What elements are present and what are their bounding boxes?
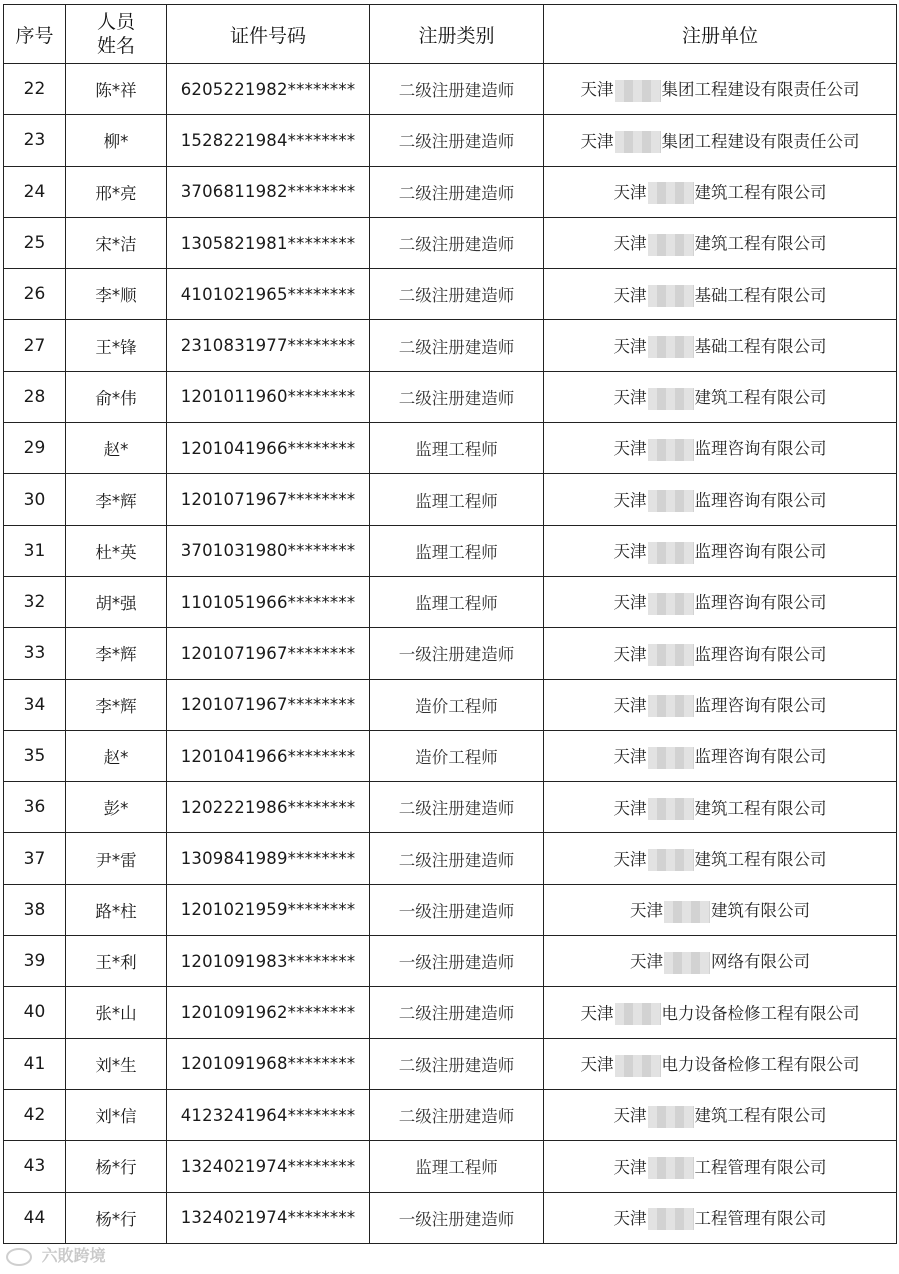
unit-prefix: 天津 bbox=[580, 1003, 614, 1023]
cell-seq: 30 bbox=[4, 474, 66, 525]
table-row bbox=[4, 987, 897, 1038]
redacted-mosaic bbox=[648, 234, 694, 256]
table-row bbox=[4, 64, 897, 115]
cell-type: 二级注册建造师 bbox=[370, 217, 544, 268]
redacted-mosaic bbox=[615, 1055, 661, 1077]
header-name-line1: 人员 bbox=[96, 11, 135, 33]
cell-seq: 24 bbox=[4, 166, 66, 217]
cell-seq: 28 bbox=[4, 371, 66, 422]
cell-unit bbox=[544, 1038, 897, 1089]
unit-prefix: 天津 bbox=[630, 901, 663, 921]
table-row bbox=[4, 1141, 897, 1192]
cell-name: 刘*信 bbox=[66, 1089, 167, 1140]
cell-unit bbox=[544, 936, 897, 987]
redacted-mosaic bbox=[648, 1208, 694, 1230]
table-row bbox=[4, 269, 897, 320]
cell-id: 1324021974******** bbox=[167, 1141, 370, 1192]
redacted-mosaic bbox=[648, 388, 694, 410]
cell-unit bbox=[544, 628, 897, 679]
cell-seq: 27 bbox=[4, 320, 66, 371]
cell-unit bbox=[544, 217, 897, 268]
cell-seq: 37 bbox=[4, 833, 66, 884]
unit-prefix: 天津 bbox=[613, 234, 647, 254]
redacted-mosaic bbox=[648, 849, 694, 871]
unit-prefix: 天津 bbox=[613, 747, 647, 767]
unit-suffix: 集团工程建设有限责任公司 bbox=[661, 131, 860, 151]
cell-id: 1201071967******** bbox=[167, 628, 370, 679]
unit-prefix: 天津 bbox=[613, 490, 647, 510]
cell-id: 1202221986******** bbox=[167, 782, 370, 833]
table-row bbox=[4, 576, 897, 627]
unit-suffix: 建筑工程有限公司 bbox=[694, 1106, 827, 1126]
cell-id: 4101021965******** bbox=[167, 269, 370, 320]
table-row bbox=[4, 320, 897, 371]
registration-table bbox=[3, 4, 897, 1244]
unit-suffix: 监理咨询有限公司 bbox=[694, 593, 827, 613]
unit-suffix: 监理咨询有限公司 bbox=[694, 439, 827, 459]
cell-type: 监理工程师 bbox=[370, 1141, 544, 1192]
unit-prefix: 天津 bbox=[613, 593, 647, 613]
cell-seq: 34 bbox=[4, 679, 66, 730]
unit-prefix: 天津 bbox=[613, 1208, 647, 1228]
unit-prefix: 天津 bbox=[613, 336, 647, 356]
unit-suffix: 监理咨询有限公司 bbox=[694, 644, 827, 664]
unit-suffix: 监理咨询有限公司 bbox=[694, 747, 827, 767]
cell-seq: 25 bbox=[4, 217, 66, 268]
watermark-text: 六敗跨境 bbox=[41, 1246, 106, 1265]
unit-prefix: 天津 bbox=[613, 1106, 647, 1126]
cell-name: 俞*伟 bbox=[66, 371, 167, 422]
header-unit: 注册单位 bbox=[544, 5, 897, 64]
unit-prefix: 天津 bbox=[580, 80, 614, 100]
redacted-mosaic bbox=[664, 952, 710, 974]
table-row bbox=[4, 217, 897, 268]
cell-id: 1201041966******** bbox=[167, 423, 370, 474]
header-type: 注册类别 bbox=[370, 5, 544, 64]
cell-seq: 43 bbox=[4, 1141, 66, 1192]
table-row bbox=[4, 525, 897, 576]
table-row bbox=[4, 679, 897, 730]
cell-name: 路*柱 bbox=[66, 884, 167, 935]
cell-id: 2310831977******** bbox=[167, 320, 370, 371]
unit-suffix: 电力设备检修工程有限公司 bbox=[661, 1055, 860, 1075]
unit-suffix: 基础工程有限公司 bbox=[694, 336, 827, 356]
cell-unit bbox=[544, 371, 897, 422]
unit-prefix: 天津 bbox=[580, 131, 614, 151]
cell-type: 二级注册建造师 bbox=[370, 269, 544, 320]
cell-type: 一级注册建造师 bbox=[370, 884, 544, 935]
cell-type: 监理工程师 bbox=[370, 576, 544, 627]
header-row bbox=[4, 5, 897, 64]
unit-prefix: 天津 bbox=[613, 388, 647, 408]
cell-type: 二级注册建造师 bbox=[370, 987, 544, 1038]
cell-id: 3701031980******** bbox=[167, 525, 370, 576]
redacted-mosaic bbox=[648, 1106, 694, 1128]
cell-unit bbox=[544, 1089, 897, 1140]
table-row bbox=[4, 782, 897, 833]
unit-prefix: 天津 bbox=[613, 695, 647, 715]
cell-type: 二级注册建造师 bbox=[370, 1089, 544, 1140]
unit-prefix: 天津 bbox=[613, 798, 647, 818]
redacted-mosaic bbox=[615, 131, 661, 153]
cell-unit bbox=[544, 576, 897, 627]
table-row bbox=[4, 628, 897, 679]
unit-suffix: 监理咨询有限公司 bbox=[694, 490, 827, 510]
cell-name: 李*辉 bbox=[66, 628, 167, 679]
header-name-line2: 姓名 bbox=[96, 35, 135, 57]
cell-unit bbox=[544, 423, 897, 474]
cell-name: 李*顺 bbox=[66, 269, 167, 320]
cell-id: 1528221984******** bbox=[167, 115, 370, 166]
redacted-mosaic bbox=[648, 593, 694, 615]
cell-name: 陈*祥 bbox=[66, 64, 167, 115]
header-name bbox=[66, 5, 167, 64]
redacted-mosaic bbox=[648, 747, 694, 769]
cell-name: 尹*雷 bbox=[66, 833, 167, 884]
cell-id: 1309841989******** bbox=[167, 833, 370, 884]
watermark-logo-icon bbox=[6, 1248, 32, 1266]
cell-name: 邢*亮 bbox=[66, 166, 167, 217]
unit-suffix: 基础工程有限公司 bbox=[694, 285, 827, 305]
cell-seq: 41 bbox=[4, 1038, 66, 1089]
cell-type: 一级注册建造师 bbox=[370, 1192, 544, 1243]
cell-seq: 36 bbox=[4, 782, 66, 833]
cell-seq: 22 bbox=[4, 64, 66, 115]
cell-unit bbox=[544, 987, 897, 1038]
table-body bbox=[4, 64, 897, 1244]
cell-seq: 40 bbox=[4, 987, 66, 1038]
cell-id: 1201011960******** bbox=[167, 371, 370, 422]
cell-type: 一级注册建造师 bbox=[370, 628, 544, 679]
cell-type: 造价工程师 bbox=[370, 730, 544, 781]
unit-prefix: 天津 bbox=[613, 542, 647, 562]
table-row bbox=[4, 423, 897, 474]
redacted-mosaic bbox=[648, 1157, 694, 1179]
cell-id: 1305821981******** bbox=[167, 217, 370, 268]
cell-type: 监理工程师 bbox=[370, 525, 544, 576]
cell-id: 1201071967******** bbox=[167, 474, 370, 525]
redacted-mosaic bbox=[648, 336, 694, 358]
cell-seq: 33 bbox=[4, 628, 66, 679]
redacted-mosaic bbox=[648, 695, 694, 717]
cell-type: 监理工程师 bbox=[370, 423, 544, 474]
unit-prefix: 天津 bbox=[630, 952, 663, 972]
cell-unit bbox=[544, 166, 897, 217]
cell-id: 1101051966******** bbox=[167, 576, 370, 627]
cell-name: 王*锋 bbox=[66, 320, 167, 371]
cell-id: 1201091983******** bbox=[167, 936, 370, 987]
cell-unit bbox=[544, 474, 897, 525]
header-seq: 序号 bbox=[4, 5, 66, 64]
cell-unit bbox=[544, 320, 897, 371]
cell-seq: 44 bbox=[4, 1192, 66, 1243]
cell-name: 李*辉 bbox=[66, 474, 167, 525]
table-row bbox=[4, 1192, 897, 1243]
unit-suffix: 建筑工程有限公司 bbox=[694, 388, 827, 408]
cell-name: 杜*英 bbox=[66, 525, 167, 576]
cell-seq: 42 bbox=[4, 1089, 66, 1140]
unit-suffix: 建筑工程有限公司 bbox=[694, 234, 827, 254]
unit-suffix: 监理咨询有限公司 bbox=[694, 695, 827, 715]
unit-suffix: 建筑工程有限公司 bbox=[694, 849, 827, 869]
unit-suffix: 工程管理有限公司 bbox=[694, 1157, 827, 1177]
cell-type: 二级注册建造师 bbox=[370, 64, 544, 115]
cell-name: 杨*行 bbox=[66, 1192, 167, 1243]
cell-unit bbox=[544, 1192, 897, 1243]
cell-seq: 23 bbox=[4, 115, 66, 166]
cell-name: 李*辉 bbox=[66, 679, 167, 730]
cell-type: 二级注册建造师 bbox=[370, 1038, 544, 1089]
cell-seq: 39 bbox=[4, 936, 66, 987]
table-row bbox=[4, 833, 897, 884]
unit-prefix: 天津 bbox=[613, 849, 647, 869]
table-row bbox=[4, 166, 897, 217]
cell-type: 监理工程师 bbox=[370, 474, 544, 525]
table-row bbox=[4, 371, 897, 422]
cell-name: 宋*洁 bbox=[66, 217, 167, 268]
cell-type: 二级注册建造师 bbox=[370, 833, 544, 884]
redacted-mosaic bbox=[615, 1003, 661, 1025]
table-row bbox=[4, 115, 897, 166]
unit-suffix: 集团工程建设有限责任公司 bbox=[661, 80, 860, 100]
cell-name: 杨*行 bbox=[66, 1141, 167, 1192]
table-row bbox=[4, 730, 897, 781]
cell-name: 刘*生 bbox=[66, 1038, 167, 1089]
cell-type: 二级注册建造师 bbox=[370, 371, 544, 422]
cell-unit bbox=[544, 833, 897, 884]
unit-prefix: 天津 bbox=[580, 1055, 614, 1075]
cell-name: 张*山 bbox=[66, 987, 167, 1038]
cell-unit bbox=[544, 884, 897, 935]
cell-name: 柳* bbox=[66, 115, 167, 166]
cell-id: 3706811982******** bbox=[167, 166, 370, 217]
unit-suffix: 网络有限公司 bbox=[711, 952, 810, 972]
header-id: 证件号码 bbox=[167, 5, 370, 64]
redacted-mosaic bbox=[664, 901, 710, 923]
table-row bbox=[4, 474, 897, 525]
cell-name: 王*利 bbox=[66, 936, 167, 987]
cell-name: 彭* bbox=[66, 782, 167, 833]
cell-unit bbox=[544, 115, 897, 166]
cell-unit bbox=[544, 269, 897, 320]
unit-prefix: 天津 bbox=[613, 1157, 647, 1177]
unit-suffix: 建筑有限公司 bbox=[711, 901, 810, 921]
unit-suffix: 监理咨询有限公司 bbox=[694, 542, 827, 562]
cell-seq: 32 bbox=[4, 576, 66, 627]
table-row bbox=[4, 936, 897, 987]
redacted-mosaic bbox=[648, 182, 694, 204]
unit-prefix: 天津 bbox=[613, 439, 647, 459]
redacted-mosaic bbox=[648, 798, 694, 820]
cell-unit bbox=[544, 679, 897, 730]
unit-suffix: 建筑工程有限公司 bbox=[694, 182, 827, 202]
cell-unit bbox=[544, 64, 897, 115]
cell-id: 1201091968******** bbox=[167, 1038, 370, 1089]
cell-type: 一级注册建造师 bbox=[370, 936, 544, 987]
cell-unit bbox=[544, 525, 897, 576]
cell-id: 4123241964******** bbox=[167, 1089, 370, 1140]
cell-unit bbox=[544, 782, 897, 833]
unit-prefix: 天津 bbox=[613, 182, 647, 202]
cell-type: 造价工程师 bbox=[370, 679, 544, 730]
unit-prefix: 天津 bbox=[613, 644, 647, 664]
cell-unit bbox=[544, 1141, 897, 1192]
redacted-mosaic bbox=[648, 490, 694, 512]
cell-type: 二级注册建造师 bbox=[370, 320, 544, 371]
cell-id: 1201091962******** bbox=[167, 987, 370, 1038]
table-row bbox=[4, 1038, 897, 1089]
redacted-mosaic bbox=[615, 80, 661, 102]
cell-seq: 35 bbox=[4, 730, 66, 781]
cell-name: 胡*强 bbox=[66, 576, 167, 627]
cell-name: 赵* bbox=[66, 730, 167, 781]
cell-id: 1324021974******** bbox=[167, 1192, 370, 1243]
unit-suffix: 电力设备检修工程有限公司 bbox=[661, 1003, 860, 1023]
cell-seq: 26 bbox=[4, 269, 66, 320]
table-row bbox=[4, 1089, 897, 1140]
redacted-mosaic bbox=[648, 439, 694, 461]
table-row bbox=[4, 884, 897, 935]
cell-seq: 38 bbox=[4, 884, 66, 935]
unit-prefix: 天津 bbox=[613, 285, 647, 305]
unit-suffix: 建筑工程有限公司 bbox=[694, 798, 827, 818]
cell-seq: 31 bbox=[4, 525, 66, 576]
redacted-mosaic bbox=[648, 644, 694, 666]
cell-name: 赵* bbox=[66, 423, 167, 474]
redacted-mosaic bbox=[648, 542, 694, 564]
cell-unit bbox=[544, 730, 897, 781]
cell-id: 1201071967******** bbox=[167, 679, 370, 730]
redacted-mosaic bbox=[648, 285, 694, 307]
cell-type: 二级注册建造师 bbox=[370, 166, 544, 217]
cell-type: 二级注册建造师 bbox=[370, 115, 544, 166]
cell-id: 1201021959******** bbox=[167, 884, 370, 935]
cell-id: 6205221982******** bbox=[167, 64, 370, 115]
cell-id: 1201041966******** bbox=[167, 730, 370, 781]
cell-type: 二级注册建造师 bbox=[370, 782, 544, 833]
cell-seq: 29 bbox=[4, 423, 66, 474]
unit-suffix: 工程管理有限公司 bbox=[694, 1208, 827, 1228]
watermark bbox=[6, 1243, 106, 1266]
